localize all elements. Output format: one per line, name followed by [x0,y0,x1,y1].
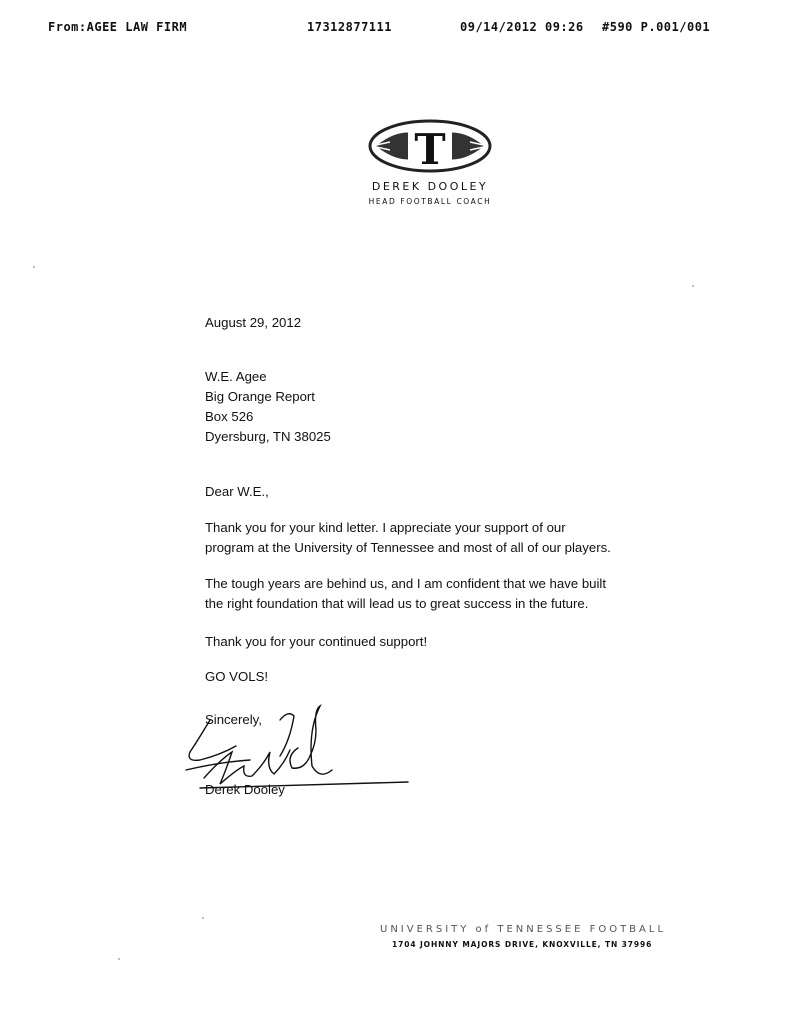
footer-address: 1704 JOHNNY MAJORS DRIVE, KNOXVILLE, TN 37996 [392,940,653,949]
paragraph-1-line-1: Thank you for your kind letter. I appreciate your support of our [205,520,566,535]
paragraph-4: GO VOLS! [205,669,269,684]
fax-from: From:AGEE LAW FIRM [48,20,188,34]
fax-page: #590 P.001/001 [602,20,711,34]
letterhead-title: HEAD FOOTBALL COACH [368,197,492,206]
closing: Sincerely, [205,712,262,727]
logo-letter: T [414,125,446,174]
paragraph-2-line-1: The tough years are behind us, and I am confident that we have built [205,576,607,591]
paragraph-3: Thank you for your continued support! [205,634,428,649]
scan-speck [118,958,120,960]
letterhead-name: DEREK DOOLEY [371,180,489,193]
fax-datetime: 09/14/2012 09:26 [460,20,584,34]
letter-date: August 29, 2012 [205,315,302,330]
power-t-football-logo [368,118,492,174]
signer-name: Derek Dooley [205,782,285,797]
footer-organization: UNIVERSITY of TENNESSEE FOOTBALL [380,924,667,935]
recipient-box: Box 526 [205,409,254,424]
salutation: Dear W.E., [205,484,269,499]
recipient-name: W.E. Agee [205,369,267,384]
scan-speck [692,285,694,287]
paragraph-1-line-2: program at the University of Tennessee and most of all of our players. [205,540,611,555]
scan-speck [202,917,204,919]
paragraph-2-line-2: the right foundation that will lead us to great success in the future. [205,596,589,611]
handwritten-signature [180,700,410,805]
recipient-city: Dyersburg, TN 38025 [205,429,331,444]
recipient-org: Big Orange Report [205,389,315,404]
scan-speck [33,266,35,268]
fax-phone: 17312877111 [307,20,392,34]
